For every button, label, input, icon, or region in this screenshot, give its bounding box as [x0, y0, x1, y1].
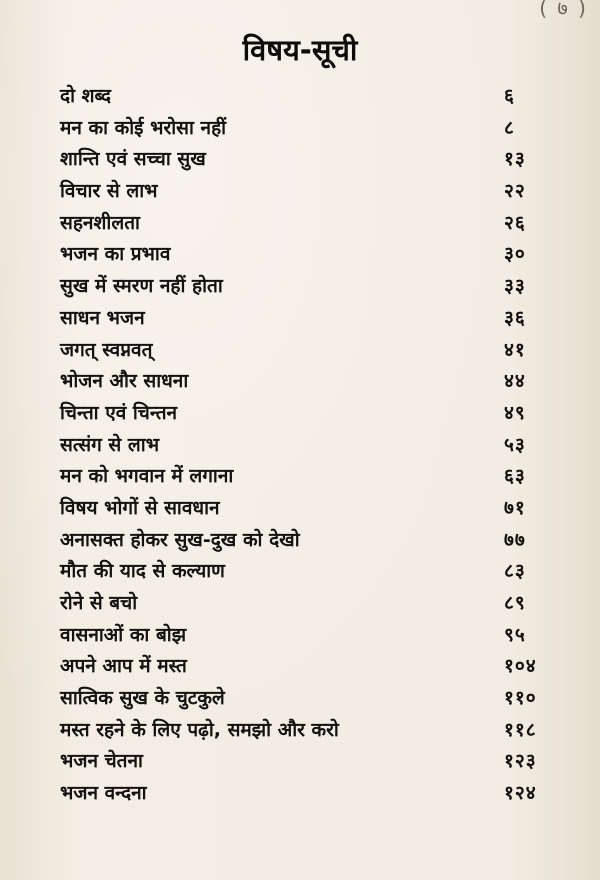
- toc-entry-page: ४९: [504, 401, 526, 424]
- toc-entry-title: भजन का प्रभाव: [60, 243, 171, 266]
- toc-entry-title: मन को भगवान में लगाना: [60, 465, 234, 488]
- toc-entry-title: अपने आप में मस्त: [60, 655, 187, 678]
- table-of-contents: [60, 82, 560, 811]
- toc-row: [60, 304, 560, 336]
- toc-entry-title: जगत् स्वप्नवत्: [60, 338, 153, 361]
- toc-entry-page: ३३: [504, 275, 526, 298]
- toc-entry-title: सहनशीलता: [60, 211, 140, 234]
- toc-row: [60, 716, 560, 748]
- toc-row: [60, 462, 560, 494]
- toc-entry-title: रोने से बचो: [60, 592, 138, 614]
- toc-row: [60, 367, 560, 399]
- toc-row: [60, 240, 560, 272]
- toc-row: [60, 557, 560, 589]
- toc-entry-page: ९५: [504, 623, 526, 646]
- toc-row: [60, 399, 560, 431]
- toc-entry-title: भजन चेतना: [60, 750, 143, 773]
- toc-entry-title: मस्त रहने के लिए पढ़ो, समझो और करो: [60, 718, 339, 741]
- toc-entry-title: साधन भजन: [60, 306, 145, 329]
- toc-row: [60, 652, 560, 684]
- toc-row: [60, 431, 560, 463]
- toc-entry-title: सुख में स्मरण नहीं होता: [60, 275, 223, 298]
- toc-entry-page: ६: [504, 85, 515, 107]
- toc-entry-page: ६३: [504, 465, 526, 488]
- toc-entry-title: विचार से लाभ: [60, 180, 158, 203]
- toc-row: [60, 336, 560, 368]
- toc-entry-page: १२४: [504, 782, 537, 805]
- toc-row: [60, 82, 560, 114]
- toc-row: [60, 621, 560, 653]
- toc-entry-page: ८३: [504, 560, 526, 583]
- toc-entry-page: ७७: [504, 528, 526, 551]
- toc-entry-title: चिन्ता एवं चिन्तन: [60, 401, 178, 424]
- toc-row: [60, 589, 560, 621]
- toc-entry-title: अनासक्त होकर सुख-दुख को देखो: [60, 528, 300, 551]
- toc-row: [60, 684, 560, 716]
- toc-entry-page: ७१: [504, 496, 526, 519]
- toc-entry-page: ३६: [504, 306, 526, 329]
- toc-entry-page: १२३: [504, 750, 537, 773]
- toc-entry-page: १३: [504, 148, 526, 171]
- toc-row: [60, 177, 560, 209]
- toc-entry-title: मन का कोई भरोसा नहीं: [60, 116, 227, 139]
- toc-row: [60, 779, 560, 811]
- toc-row: [60, 526, 560, 558]
- toc-entry-title: मौत की याद से कल्याण: [60, 560, 225, 583]
- toc-entry-title: सत्संग से लाभ: [60, 433, 160, 456]
- toc-row: [60, 114, 560, 146]
- toc-entry-page: ८: [504, 116, 515, 139]
- toc-entry-title: दो शब्द: [60, 85, 111, 107]
- toc-entry-page: ११०: [504, 687, 537, 710]
- page-title: विषय-सूची: [242, 33, 358, 67]
- toc-entry-page: ३०: [504, 243, 526, 266]
- toc-entry-page: ५३: [504, 433, 526, 456]
- toc-row: [60, 145, 560, 177]
- toc-entry-page: ८९: [504, 592, 526, 614]
- toc-row: [60, 747, 560, 779]
- toc-entry-title: भोजन और साधना: [60, 370, 189, 393]
- toc-row: [60, 272, 560, 304]
- toc-entry-title: सात्विक सुख के चुटकुले: [60, 687, 225, 710]
- toc-entry-title: विषय भोगों से सावधान: [60, 496, 220, 519]
- toc-entry-page: २२: [504, 180, 526, 203]
- toc-row: [60, 494, 560, 526]
- toc-entry-title: शान्ति एवं सच्चा सुख: [60, 148, 206, 171]
- page-number: ( ७ ): [539, 0, 588, 20]
- toc-entry-page: २६: [504, 211, 526, 234]
- toc-entry-title: वासनाओं का बोझ: [60, 623, 187, 646]
- toc-entry-page: ४४: [504, 370, 526, 393]
- toc-row: [60, 209, 560, 241]
- toc-entry-page: ४१: [504, 338, 526, 361]
- toc-entry-title: भजन वन्दना: [60, 782, 147, 805]
- toc-entry-page: १०४: [504, 655, 537, 678]
- toc-entry-page: ११८: [504, 718, 537, 741]
